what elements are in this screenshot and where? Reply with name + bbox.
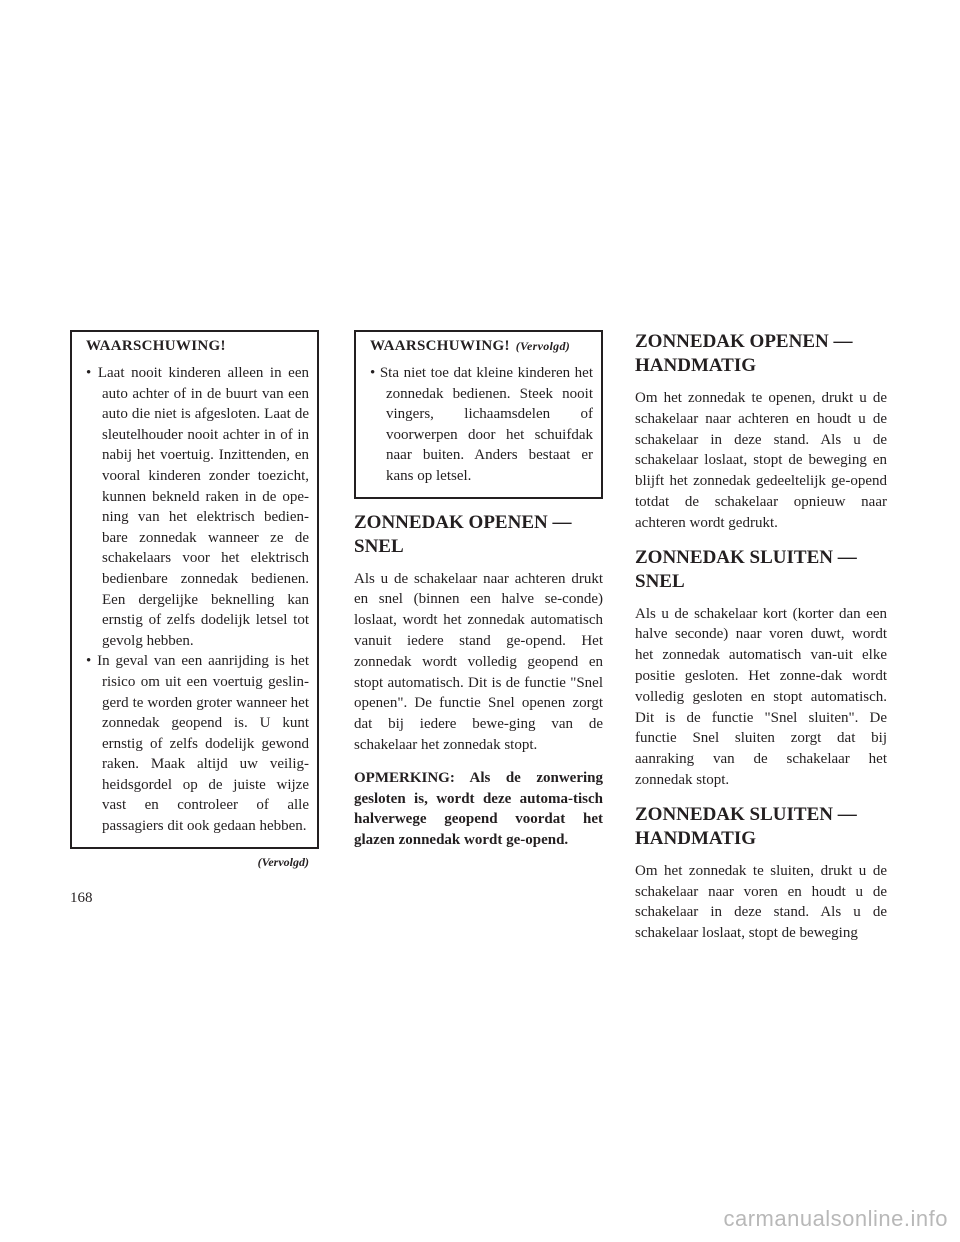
warning-title-text: WAARSCHUWING! — [370, 338, 510, 354]
warning-continued-label: (Vervolgd) — [515, 339, 571, 353]
note-paragraph: OPMERKING: Als de zonwering gesloten is, wordt deze automa-tisch halverwege geopend voordat het glazen zonnedak wordt ge-opend. — [354, 769, 603, 849]
column-middle — [354, 330, 603, 863]
warning-title: WAARSCHUWING! — [86, 338, 226, 354]
warning-item: • Sta niet toe dat kleine kinderen het zonnedak bedienen. Steek nooit vingers, lichaamsdelen of voorwerpen door het schuifdak naar buiten. Anders bestaat er kans op letsel. — [370, 363, 593, 487]
warning-list — [86, 363, 309, 837]
warning-item: • In geval van een aanrijding is het risico om uit een voertuig geslin-gerd te worden groter wanneer het zonnedak geopend is. U kunt ernstig of zelfs dodelijk gewond raken. Maak altijd uw veilig-heidsgordel op de juiste wijze vast en controleer of alle passagiers dit ook gedaan hebben. — [86, 651, 309, 836]
section-heading: ZONNEDAK OPENEN — HANDMATIG — [635, 331, 853, 376]
warning-item: • Laat nooit kinderen alleen in een auto achter of in de buurt van een auto die niet is afgesloten. Laat de sleutelhouder nooit achter in of in nabij het voertuig. Inzittenden, en vooral kinderen zonder toezicht, kunnen bekneld raken in de ope-ning van het elektrisch bedien-bare zonnedak wanneer ze de schakelaars voor het elektrisch bedienbare zonnedak bedienen. Een dergelijke beknelling kan ernstig of zelfs dodelijk letsel tot gevolg hebben. — [86, 363, 309, 651]
column-left — [70, 330, 319, 870]
column-right — [635, 330, 887, 956]
watermark: carmanualsonline.info — [723, 1206, 948, 1231]
section-heading: ZONNEDAK SLUITEN — HANDMATIG — [635, 803, 857, 849]
section-paragraph: Als u de schakelaar kort (korter dan een halve seconde) naar voren duwt, wordt het zonnedak automatisch van-uit elke positie gesloten. Het zonne-dak wordt volledig gesloten en stopt automatisch. Dit is de functie "Snel sluiten". De functie Snel sluiten zorgt dat bij aanraking van de schakelaar het zonnedak stopt. — [635, 605, 887, 788]
section-heading: ZONNEDAK SLUITEN — SNEL — [635, 546, 857, 592]
warning-box-continued — [354, 330, 603, 499]
warning-box — [70, 330, 319, 849]
section-paragraph: Om het zonnedak te sluiten, drukt u de schakelaar naar voren en houdt u de schakelaar in deze stand. Als u de schakelaar loslaat, stopt de beweging — [635, 862, 887, 942]
section-heading: ZONNEDAK OPENEN — SNEL — [354, 511, 572, 557]
warning-list — [370, 363, 593, 487]
page-number: 168 — [70, 890, 93, 906]
warning-title — [370, 338, 593, 355]
section-paragraph: Om het zonnedak te openen, drukt u de schakelaar naar achteren en houdt u de schakelaar in deze stand. Als u de schakelaar loslaat, stopt de beweging en blijft het zonnedak gedeeltelijk ge-opend totdat de schakelaar opnieuw naar achteren wordt gedrukt. — [635, 390, 887, 531]
section-paragraph: Als u de schakelaar naar achteren drukt en snel (binnen een halve se-conde) loslaat, wordt het zonnedak automatisch vanuit iedere stand ge-opend. Het zonnedak wordt volledig geopend en stopt automatisch. Dit is de functie "Snel openen". De functie Snel openen zorgt dat bij iedere bewe-ging van de schakelaar het zonnedak stopt. — [354, 570, 603, 753]
continued-label: (Vervolgd) — [257, 854, 309, 869]
